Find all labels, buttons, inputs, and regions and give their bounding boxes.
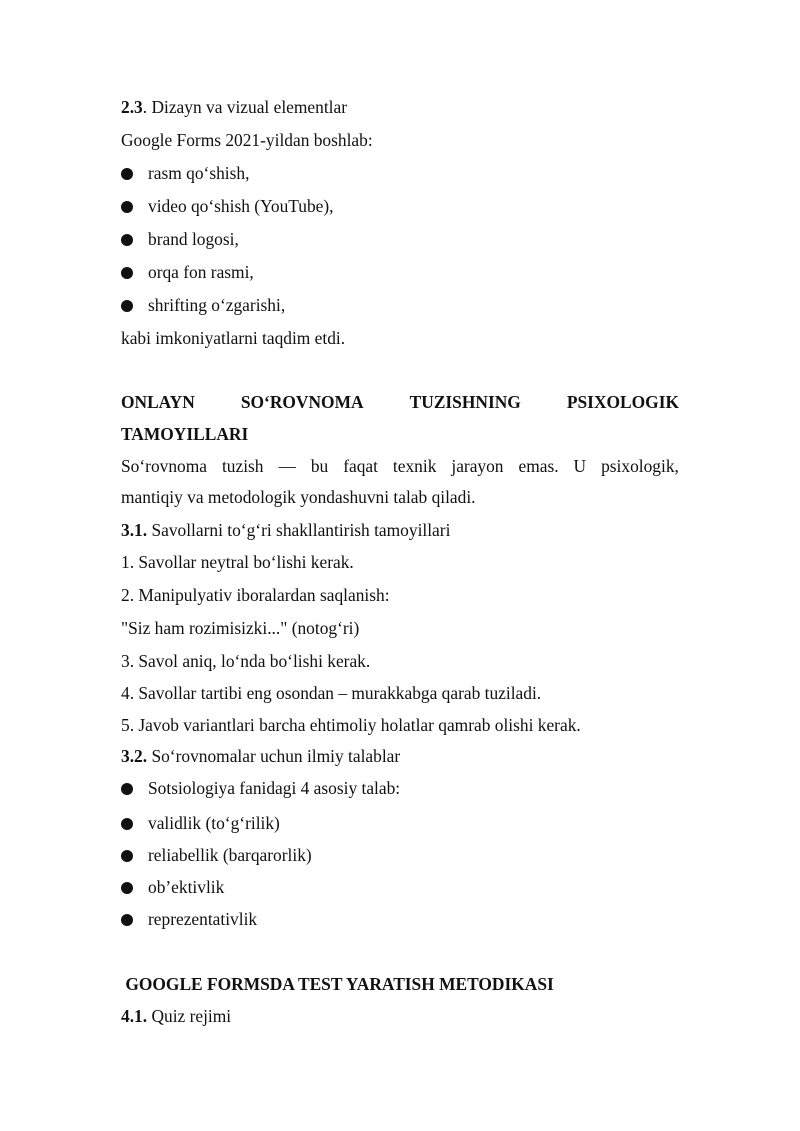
list-item: 1. Savollar neytral bo‘lishi kerak. [121, 552, 354, 572]
list-item: 2. Manipulyativ iboralardan saqlanish: [121, 585, 390, 605]
section-title: Quiz rejimi [147, 1006, 232, 1026]
bullet-icon [121, 267, 133, 279]
list-item: validlik (to‘g‘rilik) [121, 812, 280, 834]
section-number: 3.2. [121, 746, 148, 766]
section-4-1-heading [121, 1005, 681, 1027]
section-2-3-intro: Google Forms 2021-yildan boshlab: [121, 130, 373, 150]
bullet-icon [121, 914, 133, 926]
section-title: . Dizayn va vizual elementlar [142, 97, 347, 117]
bullet-icon [121, 882, 133, 894]
list-item: Sotsiologiya fanidagi 4 asosiy talab: [121, 777, 400, 799]
list-item: rasm qo‘shish, [121, 162, 249, 184]
list-item: 3. Savol aniq, lo‘nda bo‘lishi kerak. [121, 651, 371, 671]
section-number: 4.1. [121, 1006, 148, 1026]
bullet-icon [121, 783, 133, 795]
section-number: 3.1. [121, 520, 148, 540]
list-item: reliabellik (barqarorlik) [121, 844, 312, 866]
list-item: 5. Javob variantlari barcha ehtimoliy holatlar qamrab olishi kerak. [121, 715, 581, 735]
section-2-3-heading [121, 96, 681, 118]
chapter-heading: ONLAYN SO‘ROVNOMA TUZISHNING PSIXOLOGIK [121, 392, 679, 412]
list-item: 4. Savollar tartibi eng osondan – murakkabga qarab tuziladi. [121, 683, 542, 703]
bullet-icon [121, 850, 133, 862]
bullet-icon [121, 234, 133, 246]
section-2-3-outro: kabi imkoniyatlarni taqdim etdi. [121, 328, 346, 348]
list-item: brand logosi, [121, 228, 239, 250]
section-3-1-heading [121, 519, 681, 541]
list-item: shrifting o‘zgarishi, [121, 294, 285, 316]
list-item: reprezentativlik [121, 908, 257, 930]
bullet-icon [121, 168, 133, 180]
bullet-icon [121, 201, 133, 213]
bullet-icon [121, 300, 133, 312]
paragraph-line: So‘rovnoma tuzish — bu faqat texnik jarayon emas. U psixologik, [121, 456, 679, 476]
section-3-2-heading [121, 745, 681, 767]
bullet-icon [121, 818, 133, 830]
list-item: ob’ektivlik [121, 876, 224, 898]
list-item: video qo‘shish (YouTube), [121, 195, 334, 217]
section-title: So‘rovnomalar uchun ilmiy talablar [147, 746, 401, 766]
paragraph-line: mantiqiy va metodologik yondashuvni talab qiladi. [121, 487, 476, 507]
section-title: Savollarni to‘g‘ri shakllantirish tamoyillari [147, 520, 451, 540]
list-item: "Siz ham rozimisizki..." (notog‘ri) [121, 618, 360, 638]
chapter-heading-line2: TAMOYILLARI [121, 424, 249, 444]
list-item: orqa fon rasmi, [121, 261, 254, 283]
chapter-heading: GOOGLE FORMSDA TEST YARATISH METODIKASI [121, 974, 554, 994]
section-number: 2.3 [121, 97, 143, 117]
